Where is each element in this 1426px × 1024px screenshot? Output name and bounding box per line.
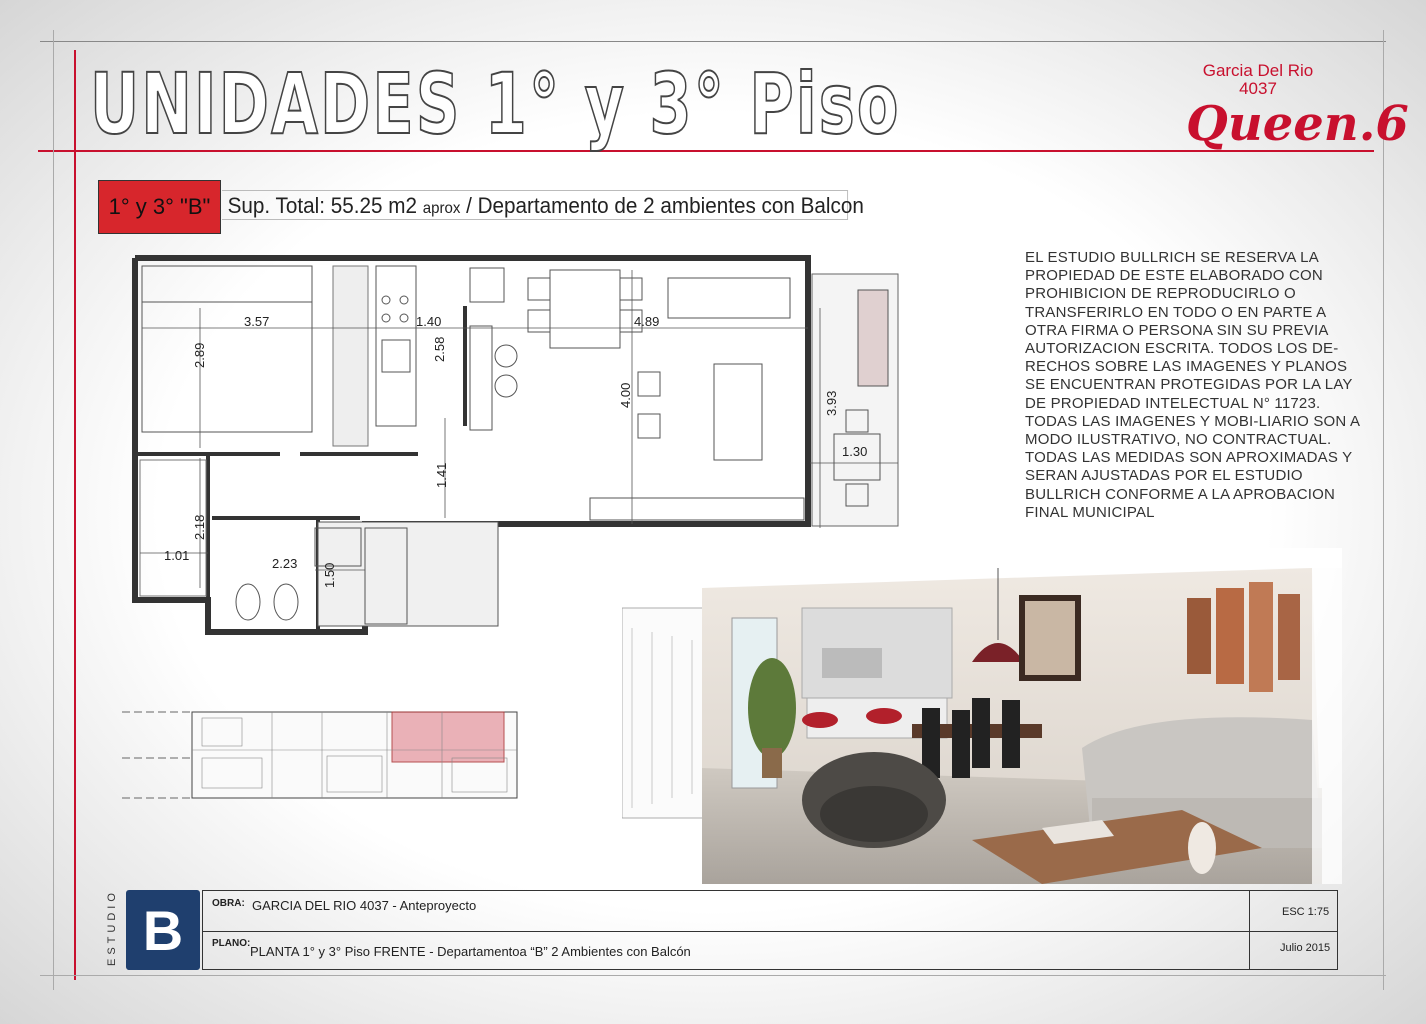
kitchen-counter <box>376 266 416 426</box>
dim-hall-depth: 1.41 <box>434 462 449 488</box>
interior-render <box>622 548 1342 884</box>
unit-surface: Sup. Total: 55.25 m2 <box>227 193 417 218</box>
unit-description <box>222 190 864 220</box>
dim-bath-width: 2.23 <box>272 556 298 571</box>
brand-address <box>1188 62 1328 98</box>
scale-label: ESC 1:75 <box>1282 906 1330 918</box>
frame-top-line <box>40 41 1386 42</box>
bar-stools <box>470 326 517 430</box>
plano-label: PLANO: <box>212 938 251 949</box>
studio-logo <box>126 890 200 970</box>
dim-balcony-depth: 3.93 <box>824 390 839 416</box>
title-block <box>100 890 1340 972</box>
frame-left-line <box>53 30 54 990</box>
fridge <box>470 268 504 302</box>
legal-disclaimer: EL ESTUDIO BULLRICH SE RESERVA LA PROPIEDAD DE ESTE ELABORADO CON PROHIBICION DE REPRODUCIRLO O TRANSFERIRLO EN TODO O EN PARTE A OTRA FIRMA O PERSONA SIN SU PREVIA AUTORIZACION ESCRITA. TODOS LOS DE-RECHOS SOBRE LAS IMAGENES Y PLANOS SE ENCUENTRAN PROTEGIDAS POR LA LAY DE PROPIEDAD INTELECTUAL N° 11723. TODAS LAS IMAGENES Y MOBI-LIARIO SON A MODO ILUSTRATIVO, NO CONTRACTUAL. TODAS LAS MEDIDAS SON APROXIMADAS Y SERAN AJUSTADAS POR EL ESTUDIO BULLRICH CONFORME A LA APROBACION FINAL MUNICIPAL <box>1025 249 1360 521</box>
dining-table <box>528 270 642 348</box>
studio-letter: B <box>142 898 184 962</box>
dim-kitchen-depth: 2.58 <box>432 336 447 362</box>
brand-street: Garcia Del Rio <box>1202 61 1314 80</box>
frame-bottom-line <box>40 975 1386 976</box>
frame-right-line <box>1383 30 1384 990</box>
frame-red-vertical <box>74 50 76 980</box>
studio-label <box>100 890 124 972</box>
site-plan-thumbnail <box>122 706 522 802</box>
highlighted-unit <box>392 712 504 762</box>
brand-logo: Queen.6 <box>1186 96 1409 152</box>
page-title: UNIDADES 1° y 3° Piso <box>90 55 901 153</box>
bathroom-fixtures <box>236 522 498 626</box>
brand-number: 4037 <box>1239 79 1277 98</box>
obra-value: GARCIA DEL RIO 4037 - Anteproyecto <box>252 898 477 913</box>
unit-badge: 1° y 3° "B" <box>98 180 221 234</box>
dim-entry-width: 1.01 <box>164 548 190 563</box>
unit-type: / Departamento de 2 ambientes con Balcon <box>466 193 864 218</box>
dim-bedroom-depth: 2.89 <box>192 342 207 368</box>
plano-value: PLANTA 1° y 3° Piso FRENTE - Departamentoa “B” 2 Ambientes con Balcón <box>250 944 691 959</box>
studio-name: ESTUDIO <box>106 889 118 966</box>
bed <box>142 266 312 432</box>
dim-balcony-width: 1.30 <box>842 444 868 459</box>
obra-label: OBRA: <box>212 898 245 909</box>
dim-kitchen-width: 1.40 <box>416 314 442 329</box>
dim-living-width: 4.89 <box>634 314 660 329</box>
dim-living-depth: 4.00 <box>618 382 633 408</box>
dim-entry-depth: 2.18 <box>192 514 207 540</box>
unit-surface-suffix: aprox <box>422 200 461 217</box>
closet <box>333 266 368 446</box>
date-label: Julio 2015 <box>1280 942 1331 954</box>
dim-bedroom-width: 3.57 <box>244 314 270 329</box>
dim-bath-depth: 1.50 <box>322 562 337 588</box>
